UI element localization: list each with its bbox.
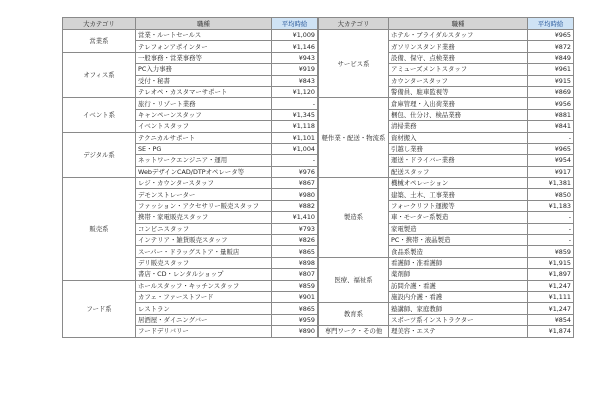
wage-cell: ¥872 bbox=[528, 41, 574, 52]
job-cell: イベントスタッフ bbox=[136, 121, 272, 132]
wage-cell: ¥1,874 bbox=[528, 326, 574, 337]
job-cell: 警備員、駐車監視等 bbox=[389, 86, 528, 97]
job-cell: 携帯・家電販売スタッフ bbox=[136, 212, 272, 223]
job-cell: 書店・CD・レンタルショップ bbox=[136, 269, 272, 280]
job-cell: 食品系製造 bbox=[389, 246, 528, 257]
job-cell: 居酒屋・ダイニングバー bbox=[136, 314, 272, 325]
job-cell: コンビニスタッフ bbox=[136, 223, 272, 234]
wage-cell: ¥954 bbox=[528, 155, 574, 166]
job-cell: ファッション・アクセサリー販売スタッフ bbox=[136, 200, 272, 211]
job-cell: 塾講師、家庭教師 bbox=[389, 303, 528, 314]
category-cell: 専門ワーク・その他 bbox=[319, 326, 389, 337]
wage-cell: ¥917 bbox=[528, 166, 574, 177]
job-cell: WebデザインCAD/DTPオペレータ等 bbox=[136, 166, 272, 177]
wage-cell: ¥1,381 bbox=[528, 178, 574, 189]
wage-cell: ¥854 bbox=[528, 314, 574, 325]
header-category: 大カテゴリ bbox=[63, 18, 136, 30]
job-cell: カウンタースタッフ bbox=[389, 75, 528, 86]
wage-cell: ¥959 bbox=[272, 314, 318, 325]
job-cell: 車・モーター系製造 bbox=[389, 212, 528, 223]
wage-cell: ¥943 bbox=[272, 52, 318, 63]
wage-cell: ¥859 bbox=[272, 280, 318, 291]
job-cell: PC入力事務 bbox=[136, 64, 272, 75]
category-cell: オフィス系 bbox=[63, 52, 136, 98]
table-row bbox=[63, 280, 318, 291]
job-cell: 清掃業務 bbox=[389, 121, 528, 132]
job-cell: 設備、保守、点検業務 bbox=[389, 52, 528, 63]
job-cell: 看護師・准看護師 bbox=[389, 257, 528, 268]
wage-cell: ¥850 bbox=[528, 189, 574, 200]
table-row bbox=[319, 178, 574, 189]
wage-cell: ¥1,118 bbox=[272, 121, 318, 132]
job-cell: 営業・ルートセールス bbox=[136, 30, 272, 41]
table-row bbox=[319, 98, 574, 109]
wage-cell: ¥901 bbox=[272, 291, 318, 302]
wage-cell: ¥865 bbox=[272, 303, 318, 314]
wage-cell: ¥980 bbox=[272, 189, 318, 200]
job-cell: 受付・秘書 bbox=[136, 75, 272, 86]
wage-cell: ¥965 bbox=[528, 30, 574, 41]
wage-cell: ¥793 bbox=[272, 223, 318, 234]
job-cell: フォークリフト運搬等 bbox=[389, 200, 528, 211]
wage-cell: ¥898 bbox=[272, 257, 318, 268]
wage-cell: ¥881 bbox=[528, 109, 574, 120]
job-cell: デモンストレーター bbox=[136, 189, 272, 200]
table-row bbox=[319, 303, 574, 314]
table-row bbox=[319, 326, 574, 337]
job-cell: 薬剤師 bbox=[389, 269, 528, 280]
wage-cell: ¥826 bbox=[272, 235, 318, 246]
category-cell: 製造系 bbox=[319, 178, 389, 258]
job-cell: ネットワークエンジニア・運用 bbox=[136, 155, 272, 166]
job-cell: スーパー・ドラッグストア・量販店 bbox=[136, 246, 272, 257]
job-cell: 建築、土木、工事業務 bbox=[389, 189, 528, 200]
wage-table-left bbox=[62, 17, 318, 338]
job-cell: 機械オペレーション bbox=[389, 178, 528, 189]
wage-cell: ¥1,247 bbox=[528, 303, 574, 314]
wage-cell: ¥1,345 bbox=[272, 109, 318, 120]
job-cell: フードデリバリー bbox=[136, 326, 272, 337]
header-row bbox=[319, 18, 574, 30]
job-cell: SE・PG bbox=[136, 143, 272, 154]
table-row bbox=[63, 132, 318, 143]
wage-cell: ¥843 bbox=[272, 75, 318, 86]
job-cell: 配送スタッフ bbox=[389, 166, 528, 177]
job-cell: インテリア・雑貨販売スタッフ bbox=[136, 235, 272, 246]
job-cell: アミューズメントスタッフ bbox=[389, 64, 528, 75]
job-cell: 資材搬入 bbox=[389, 132, 528, 143]
wage-cell: ¥1,247 bbox=[528, 280, 574, 291]
job-cell: 引越し業務 bbox=[389, 143, 528, 154]
wage-cell: - bbox=[528, 132, 574, 143]
category-cell: 軽作業・配送・物流系 bbox=[319, 98, 389, 178]
job-cell: 訪問介護・看護 bbox=[389, 280, 528, 291]
table-body bbox=[63, 30, 318, 338]
header-wage: 平均時給 bbox=[272, 18, 318, 30]
wage-cell: ¥849 bbox=[528, 52, 574, 63]
wage-cell: ¥919 bbox=[272, 64, 318, 75]
wage-cell: ¥1,111 bbox=[528, 291, 574, 302]
wage-cell: ¥841 bbox=[528, 121, 574, 132]
job-cell: ホールスタッフ・キッチンスタッフ bbox=[136, 280, 272, 291]
wage-cell: ¥965 bbox=[528, 143, 574, 154]
job-cell: 倉庫管理・入出荷業務 bbox=[389, 98, 528, 109]
wage-cell: ¥1,410 bbox=[272, 212, 318, 223]
table-row bbox=[319, 257, 574, 268]
job-cell: ガソリンスタンド業務 bbox=[389, 41, 528, 52]
wage-cell: - bbox=[528, 212, 574, 223]
table-row bbox=[63, 98, 318, 109]
job-cell: レストラン bbox=[136, 303, 272, 314]
wage-cell: ¥1,009 bbox=[272, 30, 318, 41]
job-cell: 運送・ドライバー業務 bbox=[389, 155, 528, 166]
header-wage: 平均時給 bbox=[528, 18, 574, 30]
job-cell: レジ・カウンタースタッフ bbox=[136, 178, 272, 189]
job-cell: デリ販売スタッフ bbox=[136, 257, 272, 268]
table-row bbox=[63, 52, 318, 63]
job-cell: テレオペ・カスタマーサポート bbox=[136, 86, 272, 97]
wage-cell: ¥1,101 bbox=[272, 132, 318, 143]
table-row bbox=[63, 178, 318, 189]
wage-cell: ¥1,146 bbox=[272, 41, 318, 52]
category-cell: 営業系 bbox=[63, 30, 136, 53]
job-cell: 梱包、仕分け、検品業務 bbox=[389, 109, 528, 120]
job-cell: 旅行・リゾート業務 bbox=[136, 98, 272, 109]
wage-cell: ¥1,897 bbox=[528, 269, 574, 280]
wage-cell: - bbox=[528, 223, 574, 234]
table-row bbox=[63, 30, 318, 41]
wage-cell: ¥976 bbox=[272, 166, 318, 177]
wage-cell: ¥1,120 bbox=[272, 86, 318, 97]
category-cell: イベント系 bbox=[63, 98, 136, 132]
wage-cell: ¥961 bbox=[528, 64, 574, 75]
header-category: 大カテゴリ bbox=[319, 18, 389, 30]
category-cell: サービス系 bbox=[319, 30, 389, 98]
table-row bbox=[319, 30, 574, 41]
job-cell: 家電製造 bbox=[389, 223, 528, 234]
wage-cell: ¥865 bbox=[272, 246, 318, 257]
wage-cell: ¥1,915 bbox=[528, 257, 574, 268]
job-cell: テクニカルサポート bbox=[136, 132, 272, 143]
wage-cell: ¥956 bbox=[528, 98, 574, 109]
wage-cell: ¥915 bbox=[528, 75, 574, 86]
job-cell: カフェ・ファーストフード bbox=[136, 291, 272, 302]
job-cell: 理美容・エステ bbox=[389, 326, 528, 337]
wage-table-right bbox=[318, 17, 574, 338]
table-body bbox=[319, 30, 574, 338]
wage-cell: ¥890 bbox=[272, 326, 318, 337]
wage-cell: - bbox=[272, 155, 318, 166]
wage-cell: ¥807 bbox=[272, 269, 318, 280]
header-job: 職種 bbox=[136, 18, 272, 30]
wage-cell: ¥859 bbox=[528, 246, 574, 257]
wage-cell: ¥867 bbox=[272, 178, 318, 189]
job-cell: 一般事務・営業事務等 bbox=[136, 52, 272, 63]
header-row bbox=[63, 18, 318, 30]
category-cell: 販売系 bbox=[63, 178, 136, 281]
category-cell: フード系 bbox=[63, 280, 136, 337]
job-cell: 施設内介護・看護 bbox=[389, 291, 528, 302]
job-cell: キャンペーンスタッフ bbox=[136, 109, 272, 120]
wage-cell: - bbox=[272, 98, 318, 109]
job-cell: スポーツ系インストラクター bbox=[389, 314, 528, 325]
wage-cell: - bbox=[528, 235, 574, 246]
job-cell: ホテル・ブライダルスタッフ bbox=[389, 30, 528, 41]
wage-cell: ¥1,183 bbox=[528, 200, 574, 211]
wage-cell: ¥869 bbox=[528, 86, 574, 97]
wage-cell: ¥1,004 bbox=[272, 143, 318, 154]
category-cell: 教育系 bbox=[319, 303, 389, 326]
wage-cell: ¥882 bbox=[272, 200, 318, 211]
category-cell: デジタル系 bbox=[63, 132, 136, 178]
header-job: 職種 bbox=[389, 18, 528, 30]
job-cell: テレフォンアポインター bbox=[136, 41, 272, 52]
category-cell: 医療、福祉系 bbox=[319, 257, 389, 303]
job-cell: PC・携帯・液晶製造 bbox=[389, 235, 528, 246]
